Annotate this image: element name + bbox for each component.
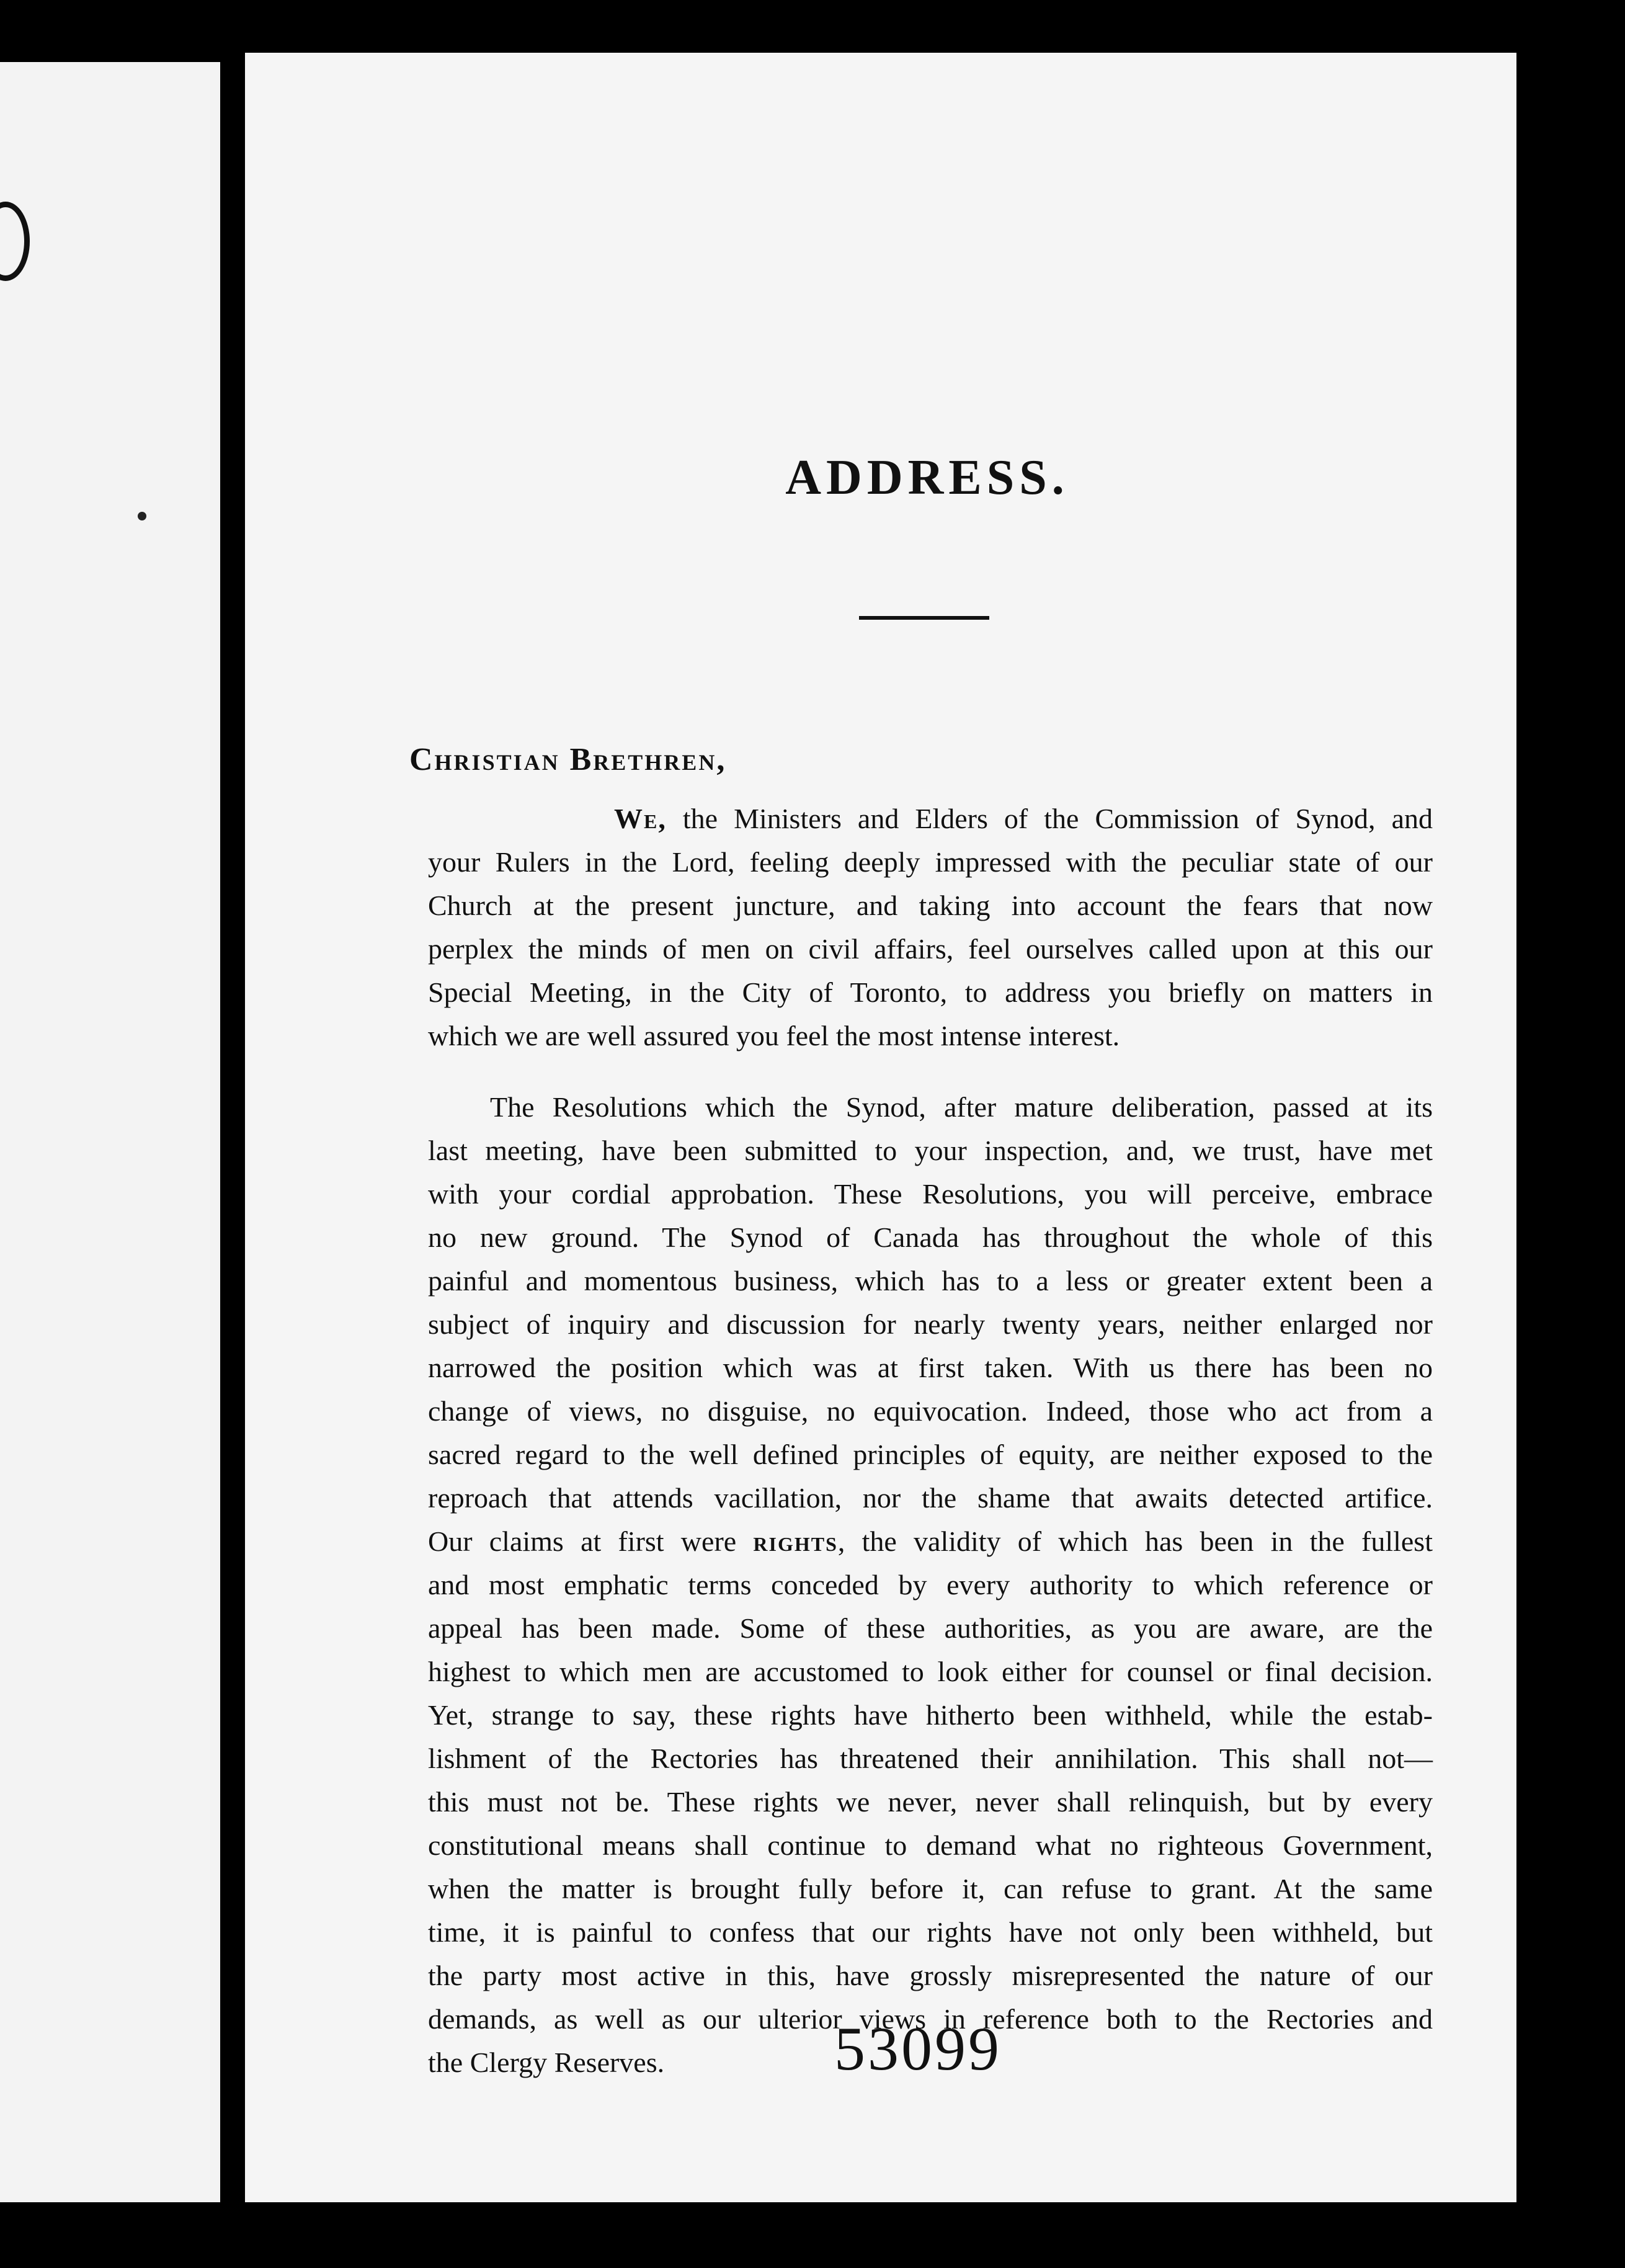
catalogue-number: 53099: [834, 2014, 1002, 2083]
paragraph-line: and most emphatic terms conceded by every authority to which reference or: [428, 1569, 1433, 1601]
page-heading: ADDRESS.: [785, 450, 1069, 505]
paragraph-1: [428, 797, 1433, 1058]
paragraph-line: which we are well assured you feel the most intense interest.: [428, 1020, 1120, 1051]
paragraph-line: constitutional means shall continue to demand what no righteous Government,: [428, 1829, 1433, 1861]
paragraph-line: perplex the minds of men on civil affairs, feel ourselves called upon at this our: [428, 933, 1433, 965]
paragraph-line: demands, as well as our ulterior views in reference both to the Rectories and: [428, 2003, 1433, 2035]
paragraph-line: change of views, no disguise, no equivocation. Indeed, those who act from a: [428, 1395, 1433, 1427]
paragraph-line: no new ground. The Synod of Canada has throughout the whole of this: [428, 1221, 1433, 1253]
paragraph-line: subject of inquiry and discussion for nearly twenty years, neither enlarged nor: [428, 1308, 1433, 1340]
paragraph-line: We, the Ministers and Elders of the Commission of Synod, and: [614, 803, 1433, 834]
paragraph-line: painful and momentous business, which has to a less or greater extent been a: [428, 1265, 1433, 1297]
paragraph-line: highest to which men are accustomed to look either for counsel or final decision.: [428, 1656, 1433, 1687]
paragraph-line: when the matter is brought fully before it, can refuse to grant. At the same: [428, 1873, 1433, 1904]
salutation: Christian Brethren,: [409, 742, 727, 777]
paragraph-line: reproach that attends vacillation, nor the shame that awaits detected artifice.: [428, 1482, 1433, 1514]
paragraph-line: The Resolutions which the Synod, after mature deliberation, passed at its: [490, 1091, 1433, 1123]
paragraph-line: with your cordial approbation. These Resolutions, you will perceive, embrace: [428, 1178, 1433, 1210]
ink-dot: [138, 512, 146, 520]
paragraph-line: this must not be. These rights we never, never shall relinquish, but by every: [428, 1786, 1433, 1818]
emphasis-rights: rights: [753, 1525, 838, 1557]
paragraph-line: your Rulers in the Lord, feeling deeply impressed with the peculiar state of our: [428, 846, 1433, 878]
paragraph-line: Church at the present juncture, and taking into account the fears that now: [428, 890, 1433, 921]
paragraph-line: sacred regard to the well defined principles of equity, are neither exposed to the: [428, 1439, 1433, 1470]
facing-page-edge: [0, 62, 220, 2202]
paragraph-line: time, it is painful to confess that our rights have not only been withheld, but: [428, 1916, 1433, 1948]
paragraph-line: lishment of the Rectories has threatened their annihilation. This shall not—: [428, 1743, 1433, 1774]
ink-mark: [0, 202, 30, 281]
heading-rule: [859, 616, 989, 620]
paragraph-line: last meeting, have been submitted to your inspection, and, we trust, have met: [428, 1135, 1433, 1166]
paragraph-line: narrowed the position which was at first taken. With us there has been no: [428, 1352, 1433, 1383]
paragraph-line: Our claims at first were rights, the validity of which has been in the fullest: [428, 1525, 1433, 1557]
paragraph-line: appeal has been made. Some of these authorities, as you are aware, are the: [428, 1612, 1433, 1644]
paragraph-line: the party most active in this, have grossly misrepresented the nature of our: [428, 1960, 1433, 1991]
paragraph-2: [428, 1086, 1433, 2084]
paragraph-line: Yet, strange to say, these rights have hitherto been withheld, while the estab-: [428, 1699, 1433, 1731]
paragraph-line: Special Meeting, in the City of Toronto, to address you briefly on matters in: [428, 976, 1433, 1008]
paragraph-line: the Clergy Reserves.: [428, 2047, 665, 2078]
lead-word: We,: [614, 803, 667, 834]
document-page: [245, 53, 1516, 2202]
